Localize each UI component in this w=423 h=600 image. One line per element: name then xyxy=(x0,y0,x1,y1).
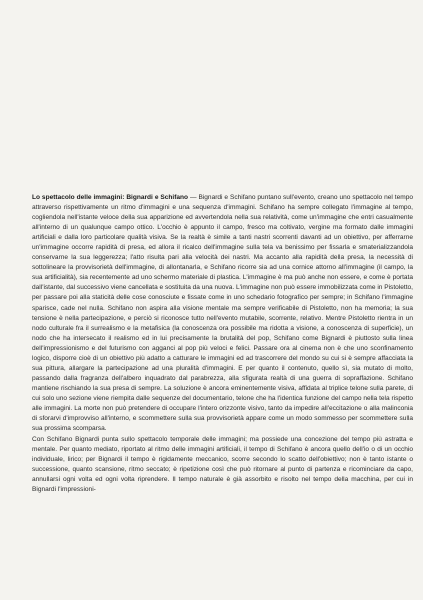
paragraph-1-text: — Bignardi e Schifano puntano sull'evento, creano uno spettacolo nel tempo attraverso rispettivamente un ritmo d'immagini e una sequenza d'immagini. Schifano ha sempre collegato l'immagine al tempo, cogliendola nell'istante veloce della sua apparizione ed avvertendola nella sua relatività, come un'immagine che entri casualmente all'interno di un qualunque campo ottico. L'occhio è appunto il campo, fresco ma coltivato, vergine ma formato dalle immagini artificiali e dalla loro particolare qualità visiva. Se la realtà è simile a tanti nastri scorrenti davanti ad un obiettivo, per afferrarne un'immagine occorre rapidità di presa, ed allora il ricalco dell'immagine sulla tela va benissimo per fissarla e smaterializzandola conservarne la sua leggerezza; l'atto risulta pari alla velocità dei nastri. Ma accanto alla rapidità della presa, la necessità di sottolineare la provvisorietà dell'immagine, di allontanarla, e Schifano ricorre sia ad una cornice attorno all'immagine (il campo, la sua artificialità), sia recentemente ad uno schermo materiale di plastica. L'immagine è ma può anche non essere, e come è portata dall'istante, dal successivo viene cancellata e sostituita da una nuova. L'immagine non può essere immobilizzata come in Pistoletto, per passare poi alla staticità delle cose conosciute e fissate come in uno schedario fotografico per sempre; in Schifano l'immagine sparisce, cade nel nulla. Schifano non aspira alla visione mentale ma sempre verificabile di Pistoletto, non ha memoria; la sua tensione è nella partecipazione, e perciò si riconosce tutto nell'evento mutabile, scorrente, relativo. Mentre Pistoletto rientra in un nodo culturale fra il surrealismo e la metafisica (la conoscenza ora possibile ma ridotta a visione, a conoscenza di superficie), un nodo che ha intersecato il realismo ed in lui precisamente la brutalità del pop, Schifano come Bignardi è piuttosto sulla linea dell'impressionismo e del futurismo con agganci al pop più veloci e felici. Passare ora al cinema non è che uno sconfinamento logico, disporre cioè di un obiettivo più adatto a catturare le immagini ed ad trascorrere del mondo su cui si è sempre affacciata la sua pittura, allargare la partecipazione ad una pluralità d'immagini. E per quanto il contenuto, quello sì, sia mutato di molto, passando dalla fragranza dell'albero inquadrato dal parabrezza, alla sfigurata realtà di una guerra di sopraffazione. Schifano mantiene rischiando la sua presa di sempre. La soluzione è ancora eminentemente visiva, affidata al triplice telone sulla parete, di cui solo uno sezione viene riempita dalle sequenze del documentario, telone che ha l'identica funzione del campo nella tela rispetto alle immagini. La morte non può pretendere di occupare l'intero orizzonte visivo, tanto da impedire all'eccitazione o alla malinconia di sforarvi d'improvviso all'interno, e scommettere sulla sua provvisorietà appare come un modo sommesso per scommettere sulla sua prossima scomparsa. xyxy=(32,194,413,433)
article-body xyxy=(32,193,413,495)
paragraph-1 xyxy=(32,193,413,434)
paragraph-2: Con Schifano Bignardi punta sullo spettacolo temporale delle immagini; ma possiede una concezione del tempo più astratta e mentale. Per quanto mediato, riportato al ritmo delle immagini artificiali, il tempo di Schifano è ancora quello dell'io o di un occhio individuale, lirico; per Bignardi il tempo è rigidamente meccanico, scorre secondo lo scatto dell'obiettivo; non è tanto istante o successione, quanto scansione, ritmo seccato; è ripetizione così che può ritornare al punto di partenza e ricominciare da capo, annullarsi ogni volta ed ogni volta riprendere. Il tempo naturale è già assorbito e risolto nel tempo della macchina, per cui in Bignardi l'impressioni- xyxy=(32,436,413,494)
section-heading: Lo spettacolo delle immagini: Bignardi e Schifano xyxy=(32,194,189,201)
